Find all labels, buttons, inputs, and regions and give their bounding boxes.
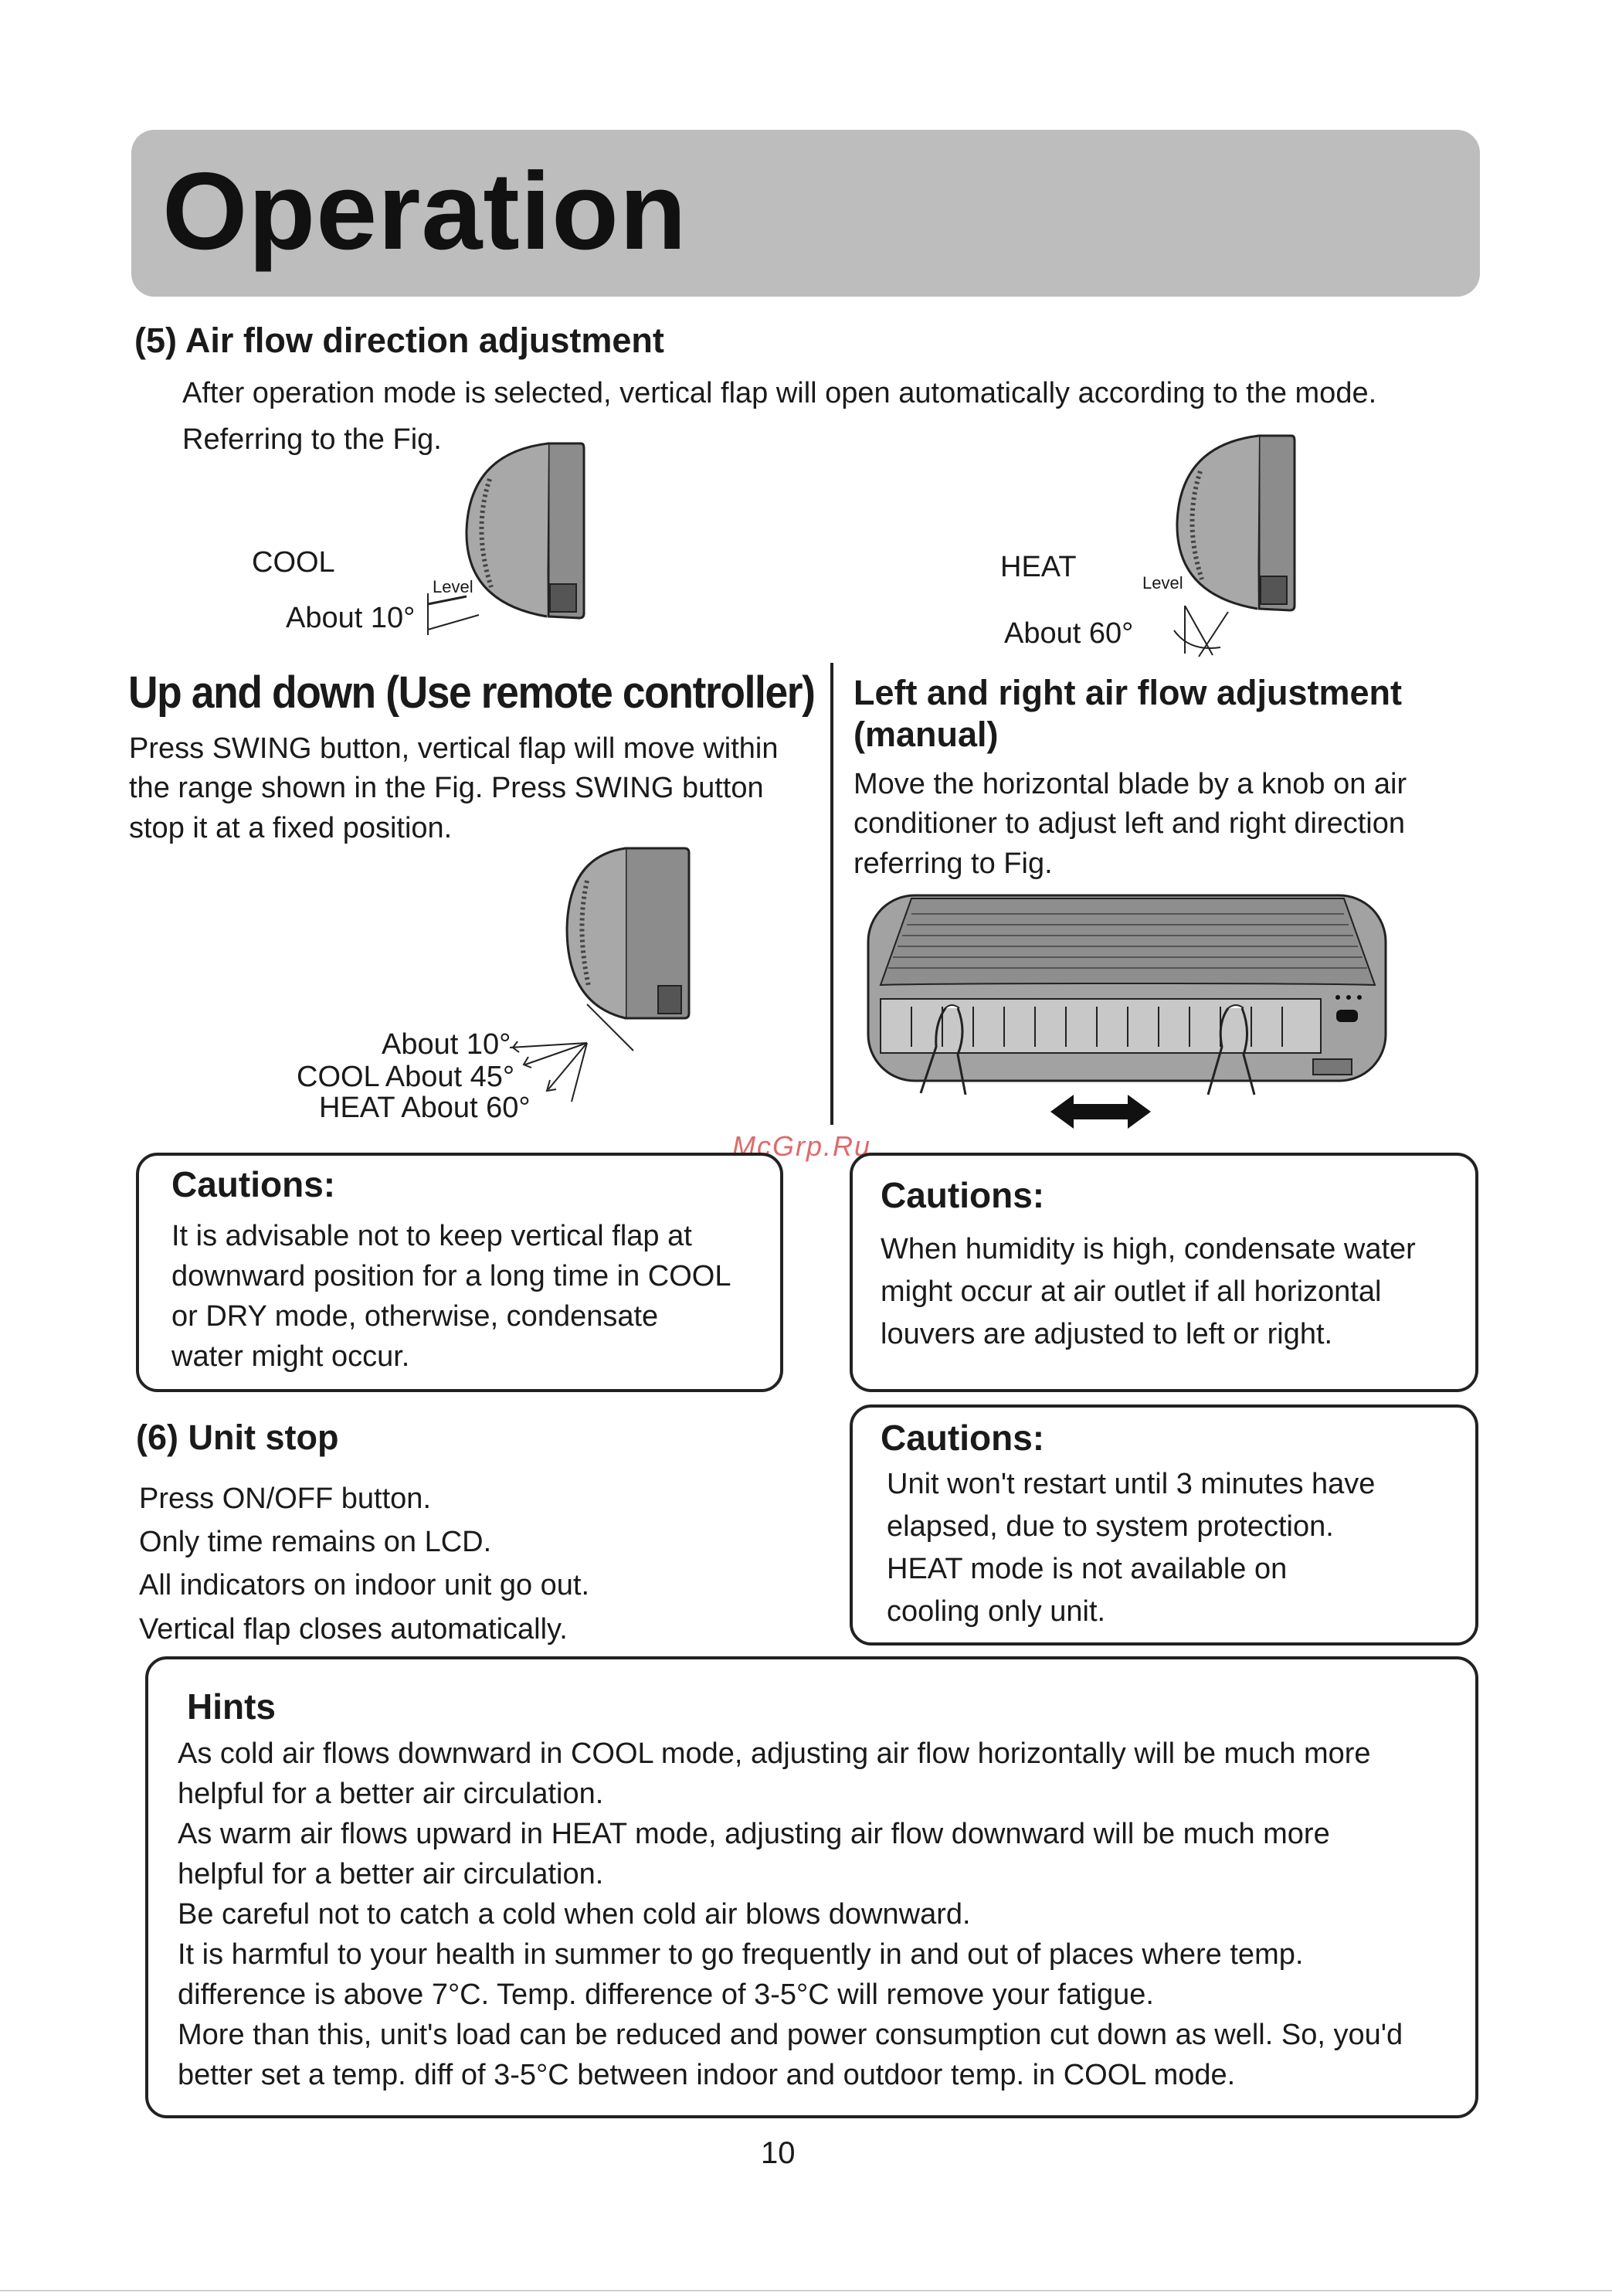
unit-stop-line-4: Vertical flap closes automatically. — [139, 1612, 568, 1646]
caution-right2-title: Cautions: — [881, 1418, 1045, 1458]
caution-left-line-3: or DRY mode, otherwise, condensate — [171, 1300, 659, 1333]
unit-stop-line-3: All indicators on indoor unit go out. — [139, 1569, 590, 1602]
hints-box — [145, 1656, 1478, 2118]
leftright-text — [854, 765, 1407, 884]
caution-right1-line-2: might occur at air outlet if all horizontal — [881, 1275, 1382, 1309]
hints-line-2: helpful for a better air circulation. — [178, 1778, 604, 1811]
cool-angle-label: About 10° — [286, 602, 416, 634]
caution-left-line-1: It is advisable not to keep vertical flap at — [171, 1220, 692, 1252]
caution-right2-line-2: elapsed, due to system protection. — [887, 1510, 1334, 1544]
hints-line-9: better set a temp. diff of 3-5°C between indoor and outdoor temp. in COOL mode. — [178, 2059, 1236, 2092]
section-5-line-2: Referring to the Fig. — [182, 423, 442, 456]
hints-text — [178, 1734, 1403, 2095]
front-unit-illustration — [865, 892, 1390, 1140]
hints-title: Hints — [187, 1686, 276, 1727]
swing-label-heat-60: HEAT About 60° — [319, 1092, 531, 1124]
cool-mode-label: COOL — [252, 546, 335, 579]
heat-mode-label: HEAT — [1000, 551, 1077, 583]
updown-line-1: Press SWING button, vertical flap will move within — [129, 732, 779, 765]
hints-line-1: As cold air flows downward in COOL mode, adjusting air flow horizontally will be much more — [178, 1737, 1371, 1770]
section-5-heading: (5) Air flow direction adjustment — [134, 321, 664, 360]
cool-level-label: Level — [433, 577, 473, 596]
caution-box-left — [136, 1153, 783, 1392]
heat-unit-side-illustration — [1135, 430, 1313, 661]
updown-line-2: the range shown in the Fig. Press SWING button — [129, 772, 764, 805]
leftright-heading-line-1: Left and right air flow adjustment — [854, 673, 1403, 712]
column-divider — [830, 663, 833, 1125]
caution-right2-line-3: HEAT mode is not available on — [887, 1553, 1288, 1586]
caution-right1-line-1: When humidity is high, condensate water — [881, 1233, 1416, 1265]
caution-right1-title: Cautions: — [881, 1175, 1045, 1215]
hints-line-8: More than this, unit's load can be reduced and power consumption cut down as well. So, you'd — [178, 2019, 1403, 2052]
caution-left-title: Cautions: — [171, 1164, 336, 1204]
hints-line-5: Be careful not to catch a cold when cold air blows downward. — [178, 1898, 971, 1931]
hints-line-3: As warm air flows upward in HEAT mode, adjusting air flow downward will be much more — [178, 1818, 1330, 1851]
leftright-heading-line-2: (manual) — [854, 715, 999, 754]
leftright-line-3: referring to Fig. — [854, 847, 1053, 880]
caution-right2-line-4: cooling only unit. — [887, 1595, 1106, 1629]
page-number: 10 — [761, 2136, 796, 2170]
swing-label-10: About 10° — [382, 1028, 511, 1061]
hints-line-7: difference is above 7°C. Temp. difference of 3-5°C will remove your fatigue. — [178, 1978, 1154, 2012]
leftright-line-1: Move the horizontal blade by a knob on air — [854, 768, 1407, 800]
caution-box-right-1 — [850, 1153, 1478, 1392]
caution-right1-line-3: louvers are adjusted to left or right. — [881, 1318, 1333, 1351]
heat-angle-label: About 60° — [1004, 617, 1134, 650]
unit-stop-line-1: Press ON/OFF button. — [139, 1483, 431, 1515]
updown-text — [129, 729, 779, 848]
unit-stop-text — [139, 1477, 589, 1651]
unit-stop-line-2: Only time remains on LCD. — [139, 1526, 492, 1559]
footer-rule — [0, 2290, 1612, 2291]
leftright-line-2: conditioner to adjust left and right direction — [854, 807, 1405, 841]
caution-right2-text — [887, 1463, 1375, 1633]
updown-heading: Up and down (Use remote controller) — [128, 667, 815, 718]
hints-line-6: It is harmful to your health in summer to go frequently in and out of places where temp. — [178, 1938, 1304, 1972]
page-title: Operation — [162, 150, 687, 273]
caution-right2-line-1: Unit won't restart until 3 minutes have — [887, 1468, 1376, 1500]
caution-left-text — [171, 1216, 731, 1377]
caution-box-right-2 — [850, 1404, 1478, 1646]
caution-left-line-2: downward position for a long time in COOL — [171, 1260, 731, 1293]
caution-right1-text — [881, 1228, 1416, 1356]
heat-level-label: Level — [1142, 573, 1183, 593]
swing-label-cool-45: COOL About 45° — [297, 1061, 515, 1093]
section-5-line-1: After operation mode is selected, vertical flap will open automatically according to the mode. — [182, 377, 1377, 409]
watermark: McGrp.Ru — [732, 1130, 872, 1162]
caution-left-line-4: water might occur. — [171, 1340, 410, 1374]
swing-range-illustration — [510, 842, 711, 1112]
unit-stop-heading: (6) Unit stop — [136, 1418, 339, 1457]
updown-line-3: stop it at a fixed position. — [129, 811, 453, 844]
hints-line-4: helpful for a better air circulation. — [178, 1858, 604, 1891]
leftright-heading — [854, 672, 1402, 756]
